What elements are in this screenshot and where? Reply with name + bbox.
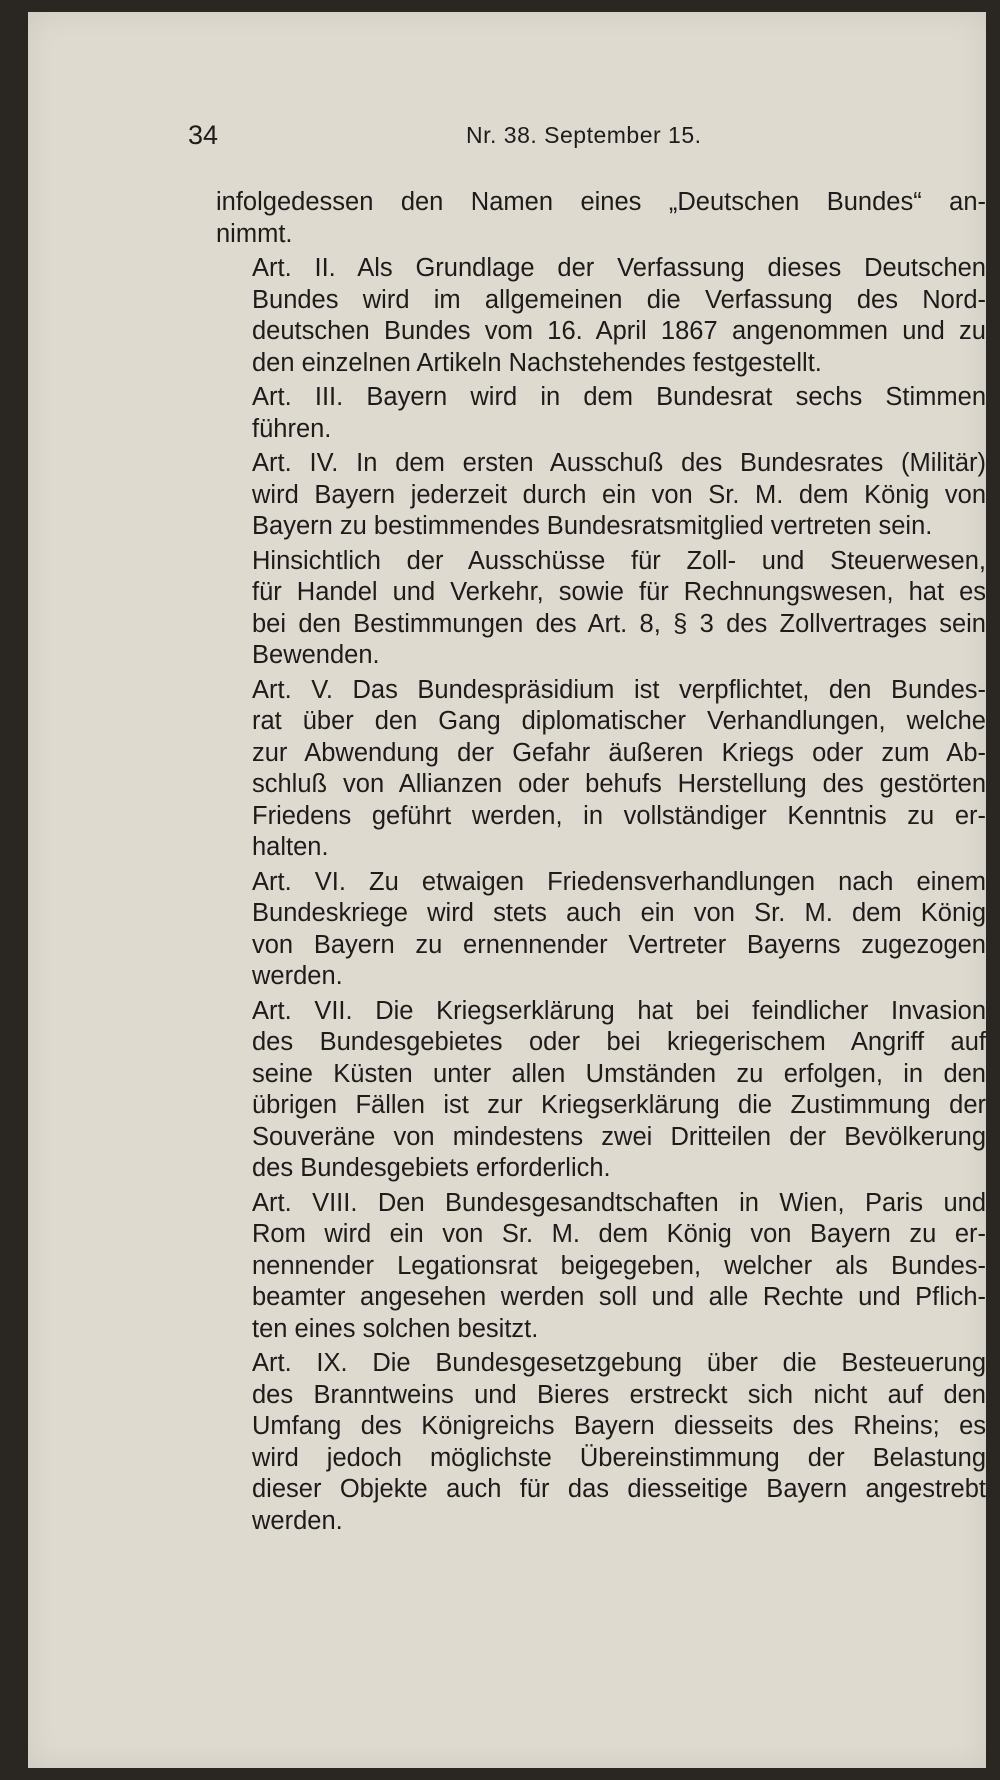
paragraph — [216, 996, 986, 1185]
text-line: Art. IX. Die Bundesgesetzgebung über die Besteuerung — [252, 1349, 986, 1377]
text-line: übrigen Fällen ist zur Kriegserklärung die Zustimmung der — [252, 1091, 986, 1119]
text-line: Art. IV. In dem ersten Ausschuß des Bundesrates (Militär) — [252, 449, 986, 477]
text-line: wird jedoch möglichste Übereinstimmung der Belastung — [252, 1443, 986, 1472]
text-line: für Handel und Verkehr, sowie für Rechnungswesen, hat es — [252, 578, 986, 606]
text-line: deutschen Bundes vom 16. April 1867 angenommen und zu — [252, 317, 986, 345]
text-line: Umfang des Königreichs Bayern diesseits des Rheins; es — [252, 1412, 986, 1440]
text-line: des Bundesgebiets erforderlich. — [252, 1154, 611, 1182]
text-line: Rom wird ein von Sr. M. dem König von Bayern zu er- — [252, 1220, 986, 1248]
text-line: zur Abwendung der Gefahr äußeren Kriegs oder zum Ab- — [252, 738, 986, 767]
text-line: werden. — [252, 1506, 343, 1535]
text-line: Friedens geführt werden, in vollständiger Kenntnis zu er- — [252, 801, 986, 830]
text-line: halten. — [252, 833, 329, 861]
paragraph — [216, 253, 986, 379]
text-line: Art. V. Das Bundespräsidium ist verpflichtet, den Bundes- — [252, 675, 986, 704]
text-line: Art. VII. Die Kriegserklärung hat bei feindlicher Invasion — [252, 996, 986, 1025]
text-line: Art. II. Als Grundlage der Verfassung dieses Deutschen — [252, 254, 986, 282]
text-line: nennender Legationsrat beigegeben, welcher als Bundes- — [252, 1251, 986, 1280]
paragraph — [216, 867, 986, 993]
text-line: infolgedessen den Namen eines „Deutschen Bundes“ an- — [216, 188, 986, 216]
text-line: seine Küsten unter allen Umständen zu erfolgen, in den — [252, 1059, 986, 1088]
text-line: von Bayern zu ernennender Vertreter Bayerns zugezogen — [252, 930, 986, 959]
paragraph — [216, 675, 986, 864]
page-header — [188, 120, 988, 160]
page-number: 34 — [188, 120, 219, 150]
running-head: Nr. 38. September 15. — [466, 122, 702, 148]
text-line: Bundes wird im allgemeinen die Verfassung des Nord- — [252, 285, 986, 314]
text-line: schluß von Allianzen oder behufs Herstellung des gestörten — [252, 770, 986, 798]
paragraph — [216, 187, 986, 250]
paragraph — [216, 546, 986, 672]
body-text — [216, 187, 986, 1540]
text-line: Hinsichtlich der Ausschüsse für Zoll- und Steuerwesen, — [252, 546, 986, 575]
text-line: Art. VIII. Den Bundesgesandtschaften in Wien, Paris und — [252, 1188, 986, 1217]
text-line: dieser Objekte auch für das diesseitige Bayern angestrebt — [252, 1475, 986, 1503]
paragraph — [216, 1348, 986, 1537]
text-line: nimmt. — [216, 219, 293, 248]
text-line: rat über den Gang diplomatischer Verhandlungen, welche — [252, 707, 986, 735]
text-line: bei den Bestimmungen des Art. 8, § 3 des Zollvertrages sein — [252, 609, 986, 638]
text-line: Art. III. Bayern wird in dem Bundesrat sechs Stimmen — [252, 383, 986, 411]
paragraph — [216, 1188, 986, 1346]
text-line: Art. VI. Zu etwaigen Friedensverhandlungen nach einem — [252, 867, 986, 896]
text-line: wird Bayern jederzeit durch ein von Sr. M. dem König von — [252, 480, 986, 509]
text-line: beamter angesehen werden soll und alle Rechte und Pflich- — [252, 1283, 986, 1311]
text-line: führen. — [252, 414, 332, 443]
text-line: Souveräne von mindestens zwei Dritteilen der Bevölkerung — [252, 1122, 986, 1151]
text-line: Bundeskriege wird stets auch ein von Sr. M. dem König — [252, 899, 986, 927]
text-line: ten eines solchen besitzt. — [252, 1314, 539, 1343]
text-line: des Bundesgebietes oder bei kriegerischem Angriff auf — [252, 1028, 986, 1056]
book-page — [28, 12, 986, 1768]
text-line: den einzelnen Artikeln Nachstehendes festgestellt. — [252, 348, 822, 377]
text-line: Bayern zu bestimmendes Bundesratsmitglied vertreten sein. — [252, 512, 933, 540]
paragraph — [216, 448, 986, 543]
text-line: Bewenden. — [252, 641, 380, 669]
paragraph — [216, 382, 986, 445]
text-line: werden. — [252, 962, 343, 990]
text-line: des Branntweins und Bieres erstreckt sich nicht auf den — [252, 1380, 986, 1409]
